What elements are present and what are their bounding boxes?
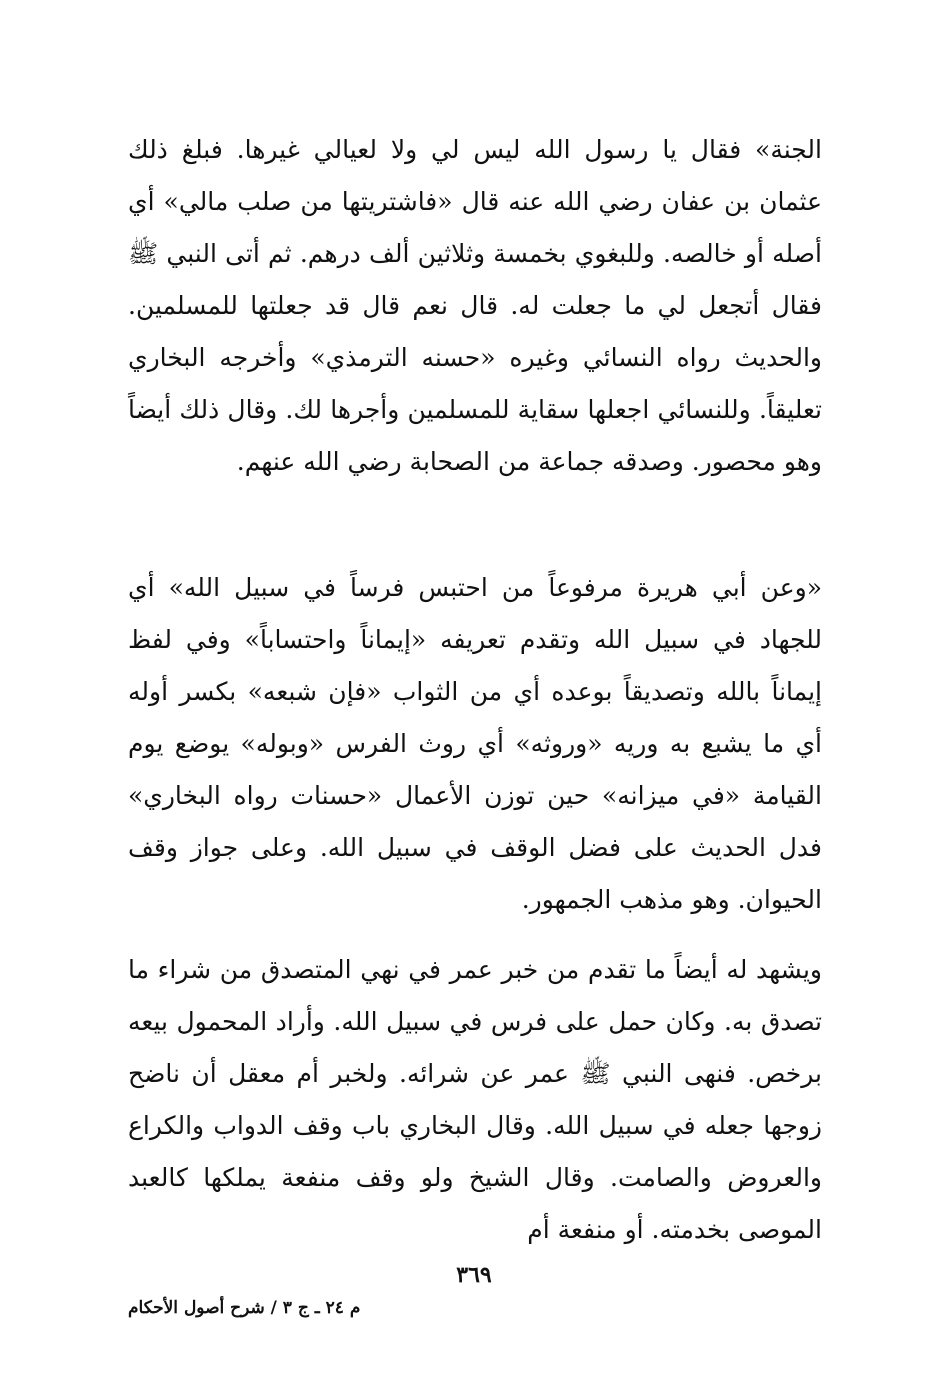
footer-signature: م ٢٤ ـ ج ٣ / شرح أصول الأحكام: [128, 1298, 361, 1318]
page-number: ٣٦٩: [456, 1262, 492, 1288]
paragraph-1: الجنة» فقال يا رسول الله ليس لي ولا لعيالي غيرها. فبلغ ذلك عثمان بن عفان رضي الله عنه قال «فاشتريتها من صلب مالي» أي أصله أو خالصه. وللبغوي بخمسة وثلاثين ألف درهم. ثم أتى النبي ﷺ فقال أتجعل لي ما جعلت له. قال نعم قال قد جعلتها للمسلمين. والحديث رواه النسائي وغيره «حسنه الترمذي» وأخرجه البخاري تعليقاً. وللنسائي اجعلها سقاية للمسلمين وأجرها لك. وقال ذلك أيضاً وهو محصور. وصدقه جماعة من الصحابة رضي الله عنهم.: [128, 135, 822, 476]
paragraph-3: ويشهد له أيضاً ما تقدم من خبر عمر في نهي المتصدق من شراء ما تصدق به. وكان حمل على فرس في سبيل الله. وأراد المحمول بيعه برخص. فنهى النبي ﷺ عمر عن شرائه. ولخبر أم معقل أن ناضح زوجها جعله في سبيل الله. وقال البخاري باب وقف الدواب والكراع والعروض والصامت. وقال الشيخ ولو وقف منفعة يملكها كالعبد الموصى بخدمته. أو منفعة أم: [128, 955, 822, 1244]
paragraph-2: «وعن أبي هريرة مرفوعاً من احتبس فرساً في سبيل الله» أي للجهاد في سبيل الله وتقدم تعريفه «إيماناً واحتساباً» وفي لفظ إيماناً بالله وتصديقاً بوعده أي من الثواب «فإن شبعه» بكسر أوله أي ما يشبع به وريه «وروثه» أي روث الفرس «وبوله» يوضع يوم القيامة «في ميزانه» حين توزن الأعمال «حسنات رواه البخاري» فدل الحديث على فضل الوقف في سبيل الله. وعلى جواز وقف الحيوان. وهو مذهب الجمهور.: [128, 573, 822, 914]
